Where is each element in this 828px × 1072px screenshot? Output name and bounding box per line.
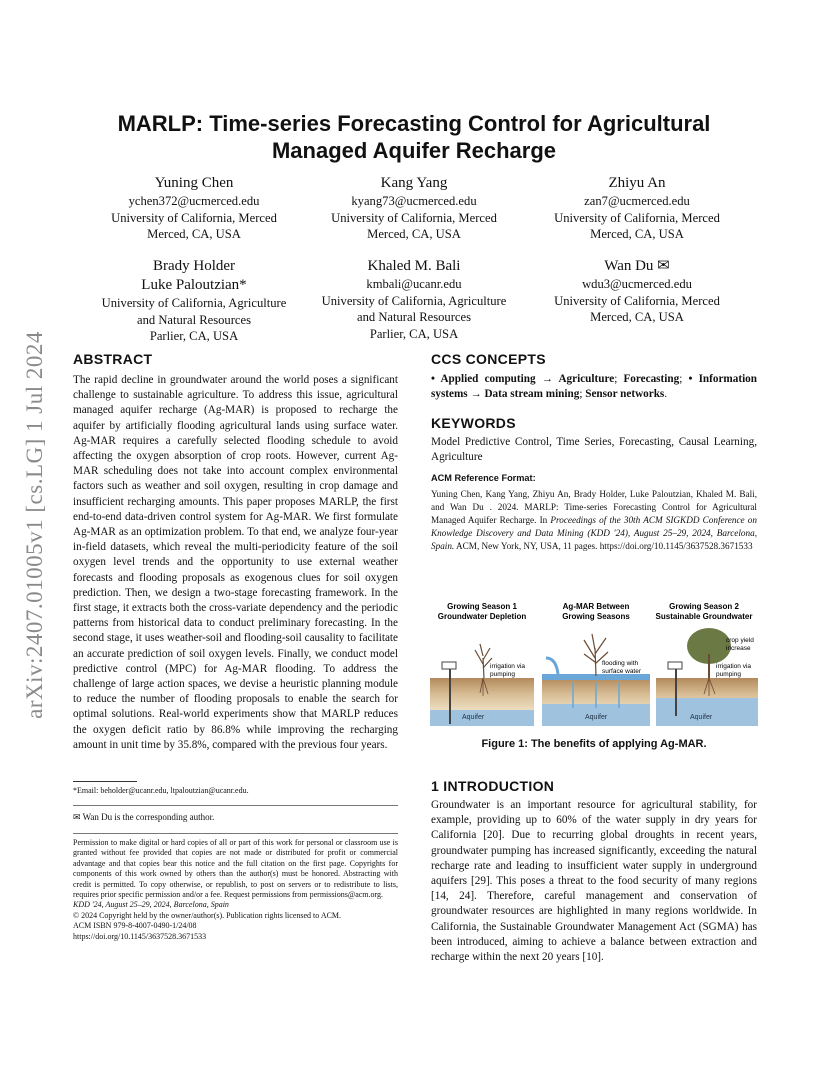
panel3-aquifer: Aquifer	[690, 714, 713, 721]
panel2-aquifer: Aquifer	[585, 714, 608, 721]
author-yuning-chen: Yuning Chen ychen372@ucmerced.edu University of California, Merced Merced, CA, USA	[111, 175, 277, 241]
permission-divider	[73, 833, 398, 834]
abstract-text: The rapid decline in groundwater around the world poses a significant challenge to sustainable agriculture. To address this issue, agricultural managed aquifer recharge (Ag-MAR) is proposed to recharge the aquifer by artificially flooding agricultural lands using surface water. Ag-MAR requires a carefully selected flooding schedule to avoid affecting the oxygen absorption of crop roots. However, current Ag-MAR scheduling does not take into account complex environmental factors such as weather and soil oxygen, resulting in crop damage and insufficient recharging amounts. This paper proposes MARLP, the first end-to-end data-driven control system for Ag-MAR. We first formulate Ag-MAR as an optimization problem. To that end, we analyze four-year in-field datasets, which reveal the multi-periodicity feature of the soil oxygen level trends and the opportunity to use external weather forecasts and flooding proposals as exogenous clues for soil oxygen prediction. Then, we design a two-stage forecasting framework. In the first stage, it extracts both the cross-variate dependency and the periodic patterns from historical data to conduct preliminary forecasting. In the second stage, it uses weather-soil and flooding-soil causality to facilitate an accurate prediction of soil oxygen levels. Finally, we conduct model predictive control (MPC) for Ag-MAR flooding. To address the challenge of large action spaces, we devise a heuristic planning module to reduce the number of flooding proposals to enable the search for optimal solutions. Real-world experiments show that MARLP reduces the oxygen deficit ratio by 86.8% while improving the recharging amount in unit time by 35.8%, compared with the previous four years.	[73, 374, 398, 751]
title-line-2: Managed Aquifer Recharge	[271, 138, 557, 163]
author-kang-yang: Kang Yang kyang73@ucmerced.edu University of California, Merced Merced, CA, USA	[331, 175, 497, 241]
figure-caption: Figure 1: The benefits of applying Ag-MAR.	[481, 738, 707, 750]
acm-ref-heading: ACM Reference Format:	[431, 473, 536, 483]
intro-body	[431, 798, 757, 965]
panel-ag-mar	[542, 602, 650, 726]
panel2-note1: flooding with	[602, 660, 639, 667]
panel1-aquifer: Aquifer	[462, 714, 485, 721]
author-holder-paloutzian: Brady Holder Luke Paloutzian* University of California, Agriculture and Natural Resources Parlier, CA, USA	[101, 258, 287, 343]
author-khaled-bali: Khaled M. Bali kmbali@ucanr.edu University of California, Agriculture and Natural Resources Parlier, CA, USA	[321, 258, 507, 341]
title-line-1: MARLP: Time-series Forecasting Control for Agricultural	[117, 111, 711, 136]
panel3-note3: crop yield	[726, 637, 754, 644]
footnote-email: *Email: beholder@ucanr.edu, ltpaloutzian@ucanr.edu.	[73, 786, 249, 795]
panel3-note1: irrigation via	[716, 663, 752, 670]
ccs-heading: CCS CONCEPTS	[431, 351, 546, 367]
panel-growing-season-1	[430, 602, 534, 726]
panel1-note1: irrigation via	[490, 663, 526, 670]
panel3-title2: Sustainable Groundwater	[655, 612, 753, 621]
panel2-title1: Ag-MAR Between	[562, 602, 630, 611]
panel1-title1: Growing Season 1	[447, 602, 517, 611]
isbn-line: ACM ISBN 979-8-4007-0490-1/24/08	[73, 921, 197, 931]
panel1-title2: Groundwater Depletion	[437, 612, 527, 621]
abstract-body	[73, 373, 398, 753]
panel3-note2: pumping	[716, 671, 741, 678]
panel2-note2: surface water	[602, 668, 642, 675]
copyright-line: © 2024 Copyright held by the owner/author(s). Publication rights licensed to ACM.	[73, 910, 342, 920]
figure-ag-mar	[428, 598, 760, 728]
panel1-note2: pumping	[490, 671, 515, 678]
panel3-title1: Growing Season 2	[669, 602, 739, 611]
acm-ref-body: Yuning Chen, Kang Yang, Zhiyu An, Brady Holder, Luke Paloutzian, Khaled M. Bali, and Wan Du . 2024. MARLP: Time-series Forecasting Control for Agricultural Managed Aquifer Recharge. In Proceedings of the 30th ACM SIGKDD Conference on Knowledge Discovery and Data Mining (KDD '24), August 25–29, 2024, Barcelona, Spain. ACM, New York, NY, USA, 11 pages. https://doi.org/10.1145/3637528.3671533	[431, 489, 757, 551]
intro-text: Groundwater is an important resource for agricultural stability, for example, providing up to 60% of the water supply in dry years for California [20]. Due to recurring global droughts in recent years, groundwater pumping has increased significantly, exceeding the natural recharge rate and leading to insufficient water supply in underground aquifers [29]. This poses a threat to the food security of many regions [14, 24]. Therefore, careful management and conservation of groundwater resources are highlighted in many regions worldwide. In California, the Sustainable Groundwater Management Act (SGMA) has been introduced, aiming to achieve a balance between extraction and recharge within the next 20 years [10].	[431, 799, 757, 964]
footnote-divider	[73, 805, 398, 806]
footnote-corresponding: ✉ Wan Du is the corresponding author.	[73, 812, 215, 822]
footnote-rule	[73, 781, 137, 782]
author-zhiyu-an: Zhiyu An zan7@ucmerced.edu University of California, Merced Merced, CA, USA	[554, 175, 720, 241]
doi-line: https://doi.org/10.1145/3637528.3671533	[73, 931, 207, 941]
panel2-title2: Growing Seasons	[562, 612, 630, 621]
paper-title	[60, 110, 768, 164]
conference-line: KDD '24, August 25–29, 2024, Barcelona, Spain	[73, 900, 229, 910]
intro-heading: 1 INTRODUCTION	[431, 778, 555, 794]
ccs-body: • Applied computing → Agriculture; Forecasting; • Information systems → Data stream mining; Sensor networks.	[431, 373, 757, 401]
author-wan-du: Wan Du ✉ wdu3@ucmerced.edu University of California, Merced Merced, CA, USA	[554, 258, 720, 324]
arxiv-stamp: arXiv:2407.01005v1 [cs.LG] 1 Jul 2024	[22, 331, 47, 719]
panel3-note4: increase	[726, 645, 751, 652]
permission-block	[73, 838, 398, 962]
panel-growing-season-2	[656, 602, 758, 726]
permission-text: Permission to make digital or hard copies of all or part of this work for personal or classroom use is granted without fee provided that copies are not made or distributed for profit or commercial advantage and that copies bear this notice and the full citation on the first page. Copyrights for components of this work owned by others than the author(s) must be honored. Abstracting with credit is permitted. To copy otherwise, or republish, to post on servers or to redistribute to lists, requires prior specific permission and/or a fee. Request permissions from permissions@acm.org.	[73, 838, 398, 900]
keywords-body: Model Predictive Control, Time Series, Forecasting, Causal Learning, Agriculture	[431, 436, 757, 464]
keywords-heading: KEYWORDS	[431, 415, 516, 431]
abstract-heading: ABSTRACT	[73, 351, 153, 367]
